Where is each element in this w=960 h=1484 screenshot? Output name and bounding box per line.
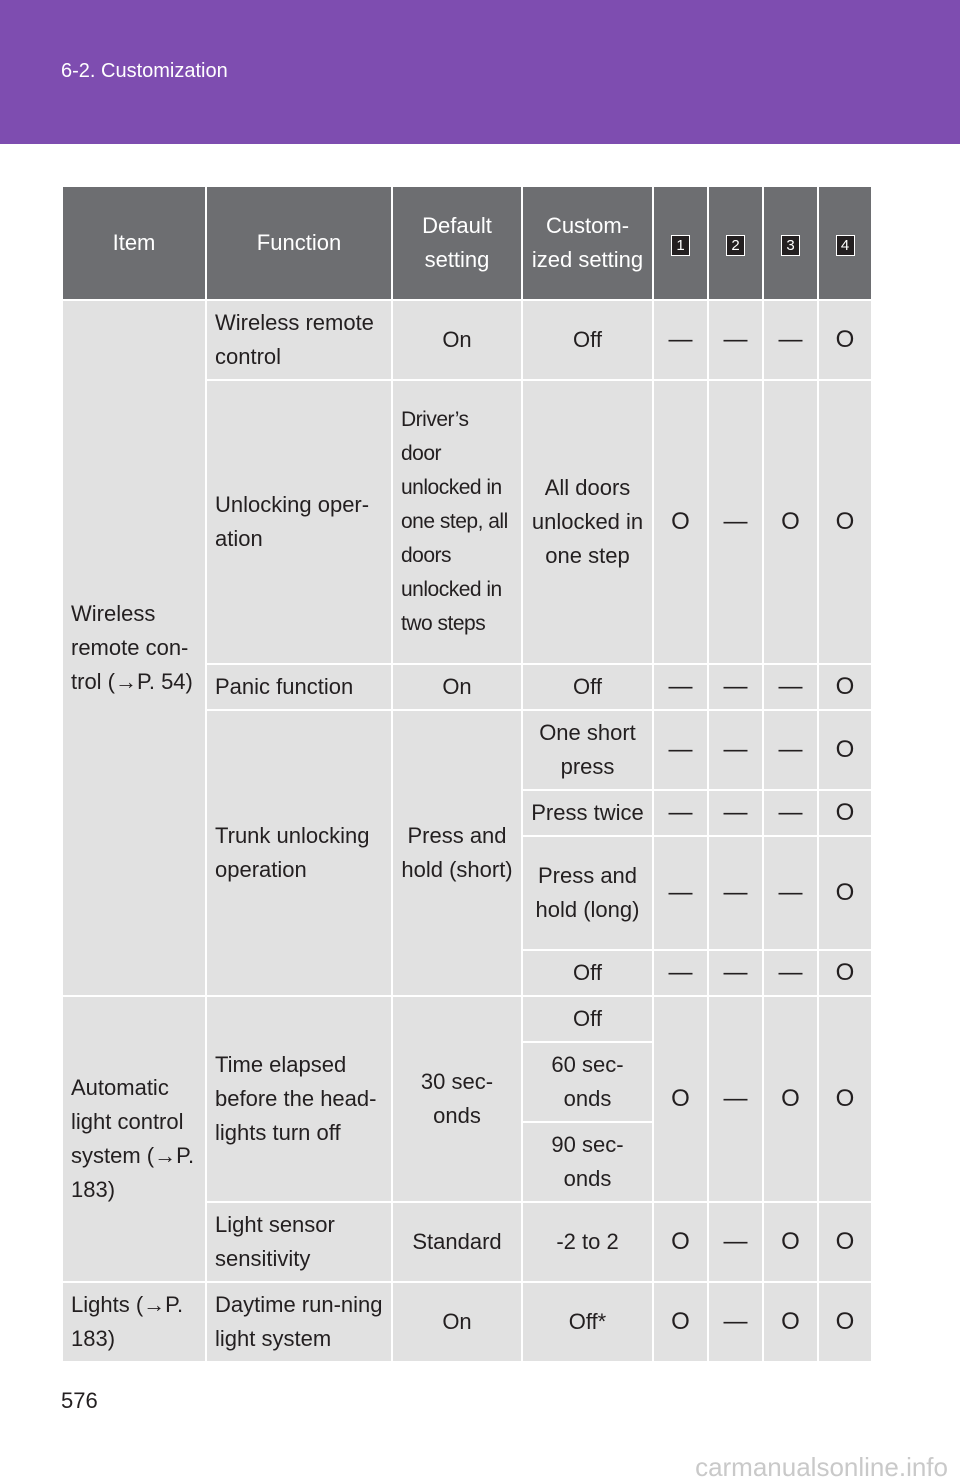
custom-cell: 90 sec-onds	[522, 1122, 653, 1202]
col3-cell: O	[763, 380, 818, 664]
col3-cell: —	[763, 790, 818, 836]
header-item: Item	[62, 186, 206, 300]
header-col-1	[653, 186, 708, 300]
col4-cell: O	[818, 380, 872, 664]
col3-cell: —	[763, 950, 818, 996]
col4-cell: O	[818, 664, 872, 710]
custom-cell: Off	[522, 664, 653, 710]
col1-cell: O	[653, 380, 708, 664]
header-col-2	[708, 186, 763, 300]
col4-cell: O	[818, 836, 872, 950]
col1-cell: —	[653, 710, 708, 790]
col1-cell: —	[653, 300, 708, 380]
number-4-icon: 4	[836, 235, 855, 256]
default-cell: Press and hold (short)	[392, 710, 522, 996]
col4-cell: O	[818, 790, 872, 836]
number-2-icon: 2	[726, 235, 745, 256]
custom-cell: Off	[522, 300, 653, 380]
col2-cell: —	[708, 1282, 763, 1362]
header-col-4	[818, 186, 872, 300]
col2-cell: —	[708, 300, 763, 380]
col1-cell: —	[653, 664, 708, 710]
col2-cell: —	[708, 996, 763, 1202]
col2-cell: —	[708, 380, 763, 664]
function-cell: Unlocking oper-ation	[206, 380, 392, 664]
number-1-icon: 1	[671, 235, 690, 256]
default-cell: On	[392, 1282, 522, 1362]
col3-cell: —	[763, 300, 818, 380]
table-row	[62, 300, 872, 380]
function-cell: Time elapsed before the head-lights turn off	[206, 996, 392, 1202]
col3-cell: O	[763, 996, 818, 1202]
col3-cell: O	[763, 1202, 818, 1282]
watermark: carmanualsonline.info	[695, 1452, 948, 1482]
col1-cell: O	[653, 996, 708, 1202]
default-cell: On	[392, 664, 522, 710]
table-header-row	[62, 186, 872, 300]
col1-cell: O	[653, 1282, 708, 1362]
col1-cell: —	[653, 790, 708, 836]
default-cell: 30 sec-onds	[392, 996, 522, 1202]
function-cell: Wireless remote control	[206, 300, 392, 380]
custom-cell: Press and hold (long)	[522, 836, 653, 950]
custom-cell: All doors unlocked in one step	[522, 380, 653, 664]
item-cell: Lights (→P. 183)	[62, 1282, 206, 1362]
col4-cell: O	[818, 996, 872, 1202]
custom-cell: Off	[522, 996, 653, 1042]
function-cell: Panic function	[206, 664, 392, 710]
col4-cell: O	[818, 300, 872, 380]
col2-cell: —	[708, 710, 763, 790]
col4-cell: O	[818, 950, 872, 996]
default-cell: On	[392, 300, 522, 380]
table-row	[62, 996, 872, 1042]
item-cell: Wireless remote con-trol (→P. 54)	[62, 300, 206, 996]
col4-cell: O	[818, 1202, 872, 1282]
number-3-icon: 3	[781, 235, 800, 256]
col2-cell: —	[708, 1202, 763, 1282]
header-band	[0, 0, 960, 144]
item-cell: Automatic light control system (→P. 183)	[62, 996, 206, 1282]
default-cell: Standard	[392, 1202, 522, 1282]
col2-cell: —	[708, 790, 763, 836]
header-customized-setting: Custom-ized setting	[522, 186, 653, 300]
header-col-3	[763, 186, 818, 300]
function-cell: Trunk unlocking operation	[206, 710, 392, 996]
custom-cell: Off	[522, 950, 653, 996]
page-number: 576	[61, 1388, 98, 1413]
custom-cell: One short press	[522, 710, 653, 790]
header-function: Function	[206, 186, 392, 300]
custom-cell: -2 to 2	[522, 1202, 653, 1282]
col3-cell: —	[763, 710, 818, 790]
col2-cell: —	[708, 950, 763, 996]
col3-cell: O	[763, 1282, 818, 1362]
section-title: 6-2. Customization	[61, 60, 228, 82]
col1-cell: —	[653, 950, 708, 996]
col4-cell: O	[818, 1282, 872, 1362]
function-cell: Daytime run-ning light system	[206, 1282, 392, 1362]
custom-cell: Off*	[522, 1282, 653, 1362]
customization-table	[61, 185, 873, 1363]
col1-cell: O	[653, 1202, 708, 1282]
col3-cell: —	[763, 664, 818, 710]
col1-cell: —	[653, 836, 708, 950]
function-cell: Light sensor sensitivity	[206, 1202, 392, 1282]
header-default-setting: Default setting	[392, 186, 522, 300]
custom-cell: Press twice	[522, 790, 653, 836]
col4-cell: O	[818, 710, 872, 790]
col2-cell: —	[708, 664, 763, 710]
col2-cell: —	[708, 836, 763, 950]
table-row	[62, 1282, 872, 1362]
default-cell: Driver’s door unlocked in one step, all doors unlocked in two steps	[392, 380, 522, 664]
col3-cell: —	[763, 836, 818, 950]
custom-cell: 60 sec-onds	[522, 1042, 653, 1122]
